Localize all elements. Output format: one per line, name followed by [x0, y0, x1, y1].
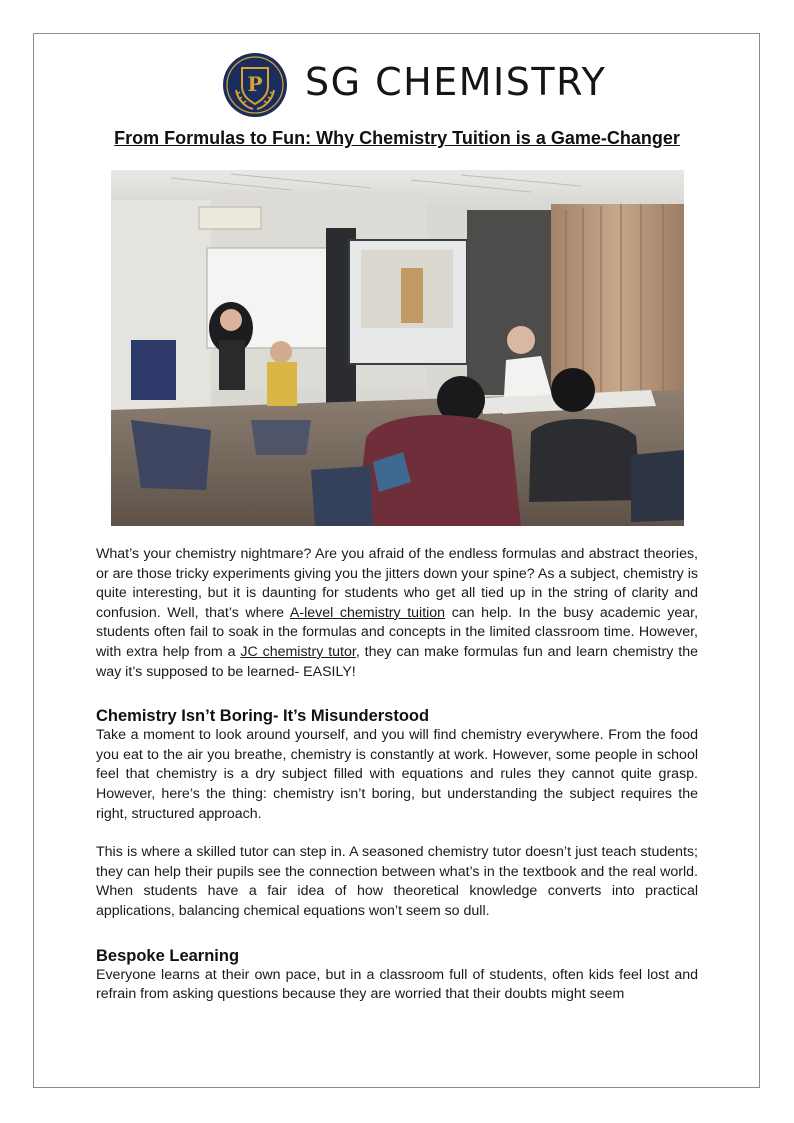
shield-logo-icon [222, 52, 288, 118]
article-body [96, 545, 698, 1005]
article-title: From Formulas to Fun: Why Chemistry Tuition is a Game-Changer [114, 128, 680, 148]
section-paragraph: This is where a skilled tutor can step in. A seasoned chemistry tutor doesn’t just teach students; they can help their pupils see the connection between what’s in the textbook and the real world. When students have a fair idea of how theoretical knowledge converts into practical applications, balancing chemical equations won’t seem so dull. [96, 844, 698, 919]
badge-letter: P [247, 72, 263, 96]
section-paragraph: Everyone learns at their own pace, but in a classroom full of students, often kids feel lost and refrain from asking questions because they are worried that their doubts might seem [96, 966, 698, 1003]
header [0, 52, 794, 120]
intro-paragraph [96, 545, 698, 682]
section-heading-misunderstood: Chemistry Isn’t Boring- It’s Misunderstood [96, 707, 430, 726]
brand-name: SG CHEMISTRY [305, 60, 607, 104]
section-paragraph: Take a moment to look around yourself, and you will find chemistry everywhere. From the food you eat to the air you breathe, chemistry is constantly at work. However, some people in school feel that chemistry is a dry subject filled with equations and rules they cannot quite grasp. However, here’s the thing: chemistry isn’t boring, but understanding the subject requires the right, structured approach. [96, 727, 698, 822]
a-level-chemistry-tuition-link[interactable]: A-level chemistry tuition [289, 604, 446, 621]
intro-text-2: can help. In the busy academic year, students often fail to soak in the formulas and concepts in the limited classroom time. However, with extra help from a [96, 604, 699, 660]
section-heading-bespoke-learning: Bespoke Learning [96, 946, 240, 965]
classroom-photo [111, 170, 684, 526]
intro-text-1: What’s your chemistry nightmare? Are you afraid of the endless formulas and abstract theories, or are those tricky experiments giving you the jitters down your spine? As a subject, chemistry is quite interesting, but it is daunting for students who get all tied up in the string of clarity and confusion. Well, that’s where [96, 546, 698, 621]
intro-text-3: , they can make formulas fun and learn chemistry the way it’s supposed to be learned- EASILY! [96, 643, 698, 680]
jc-chemistry-tutor-link[interactable]: JC chemistry tutor [240, 643, 356, 660]
